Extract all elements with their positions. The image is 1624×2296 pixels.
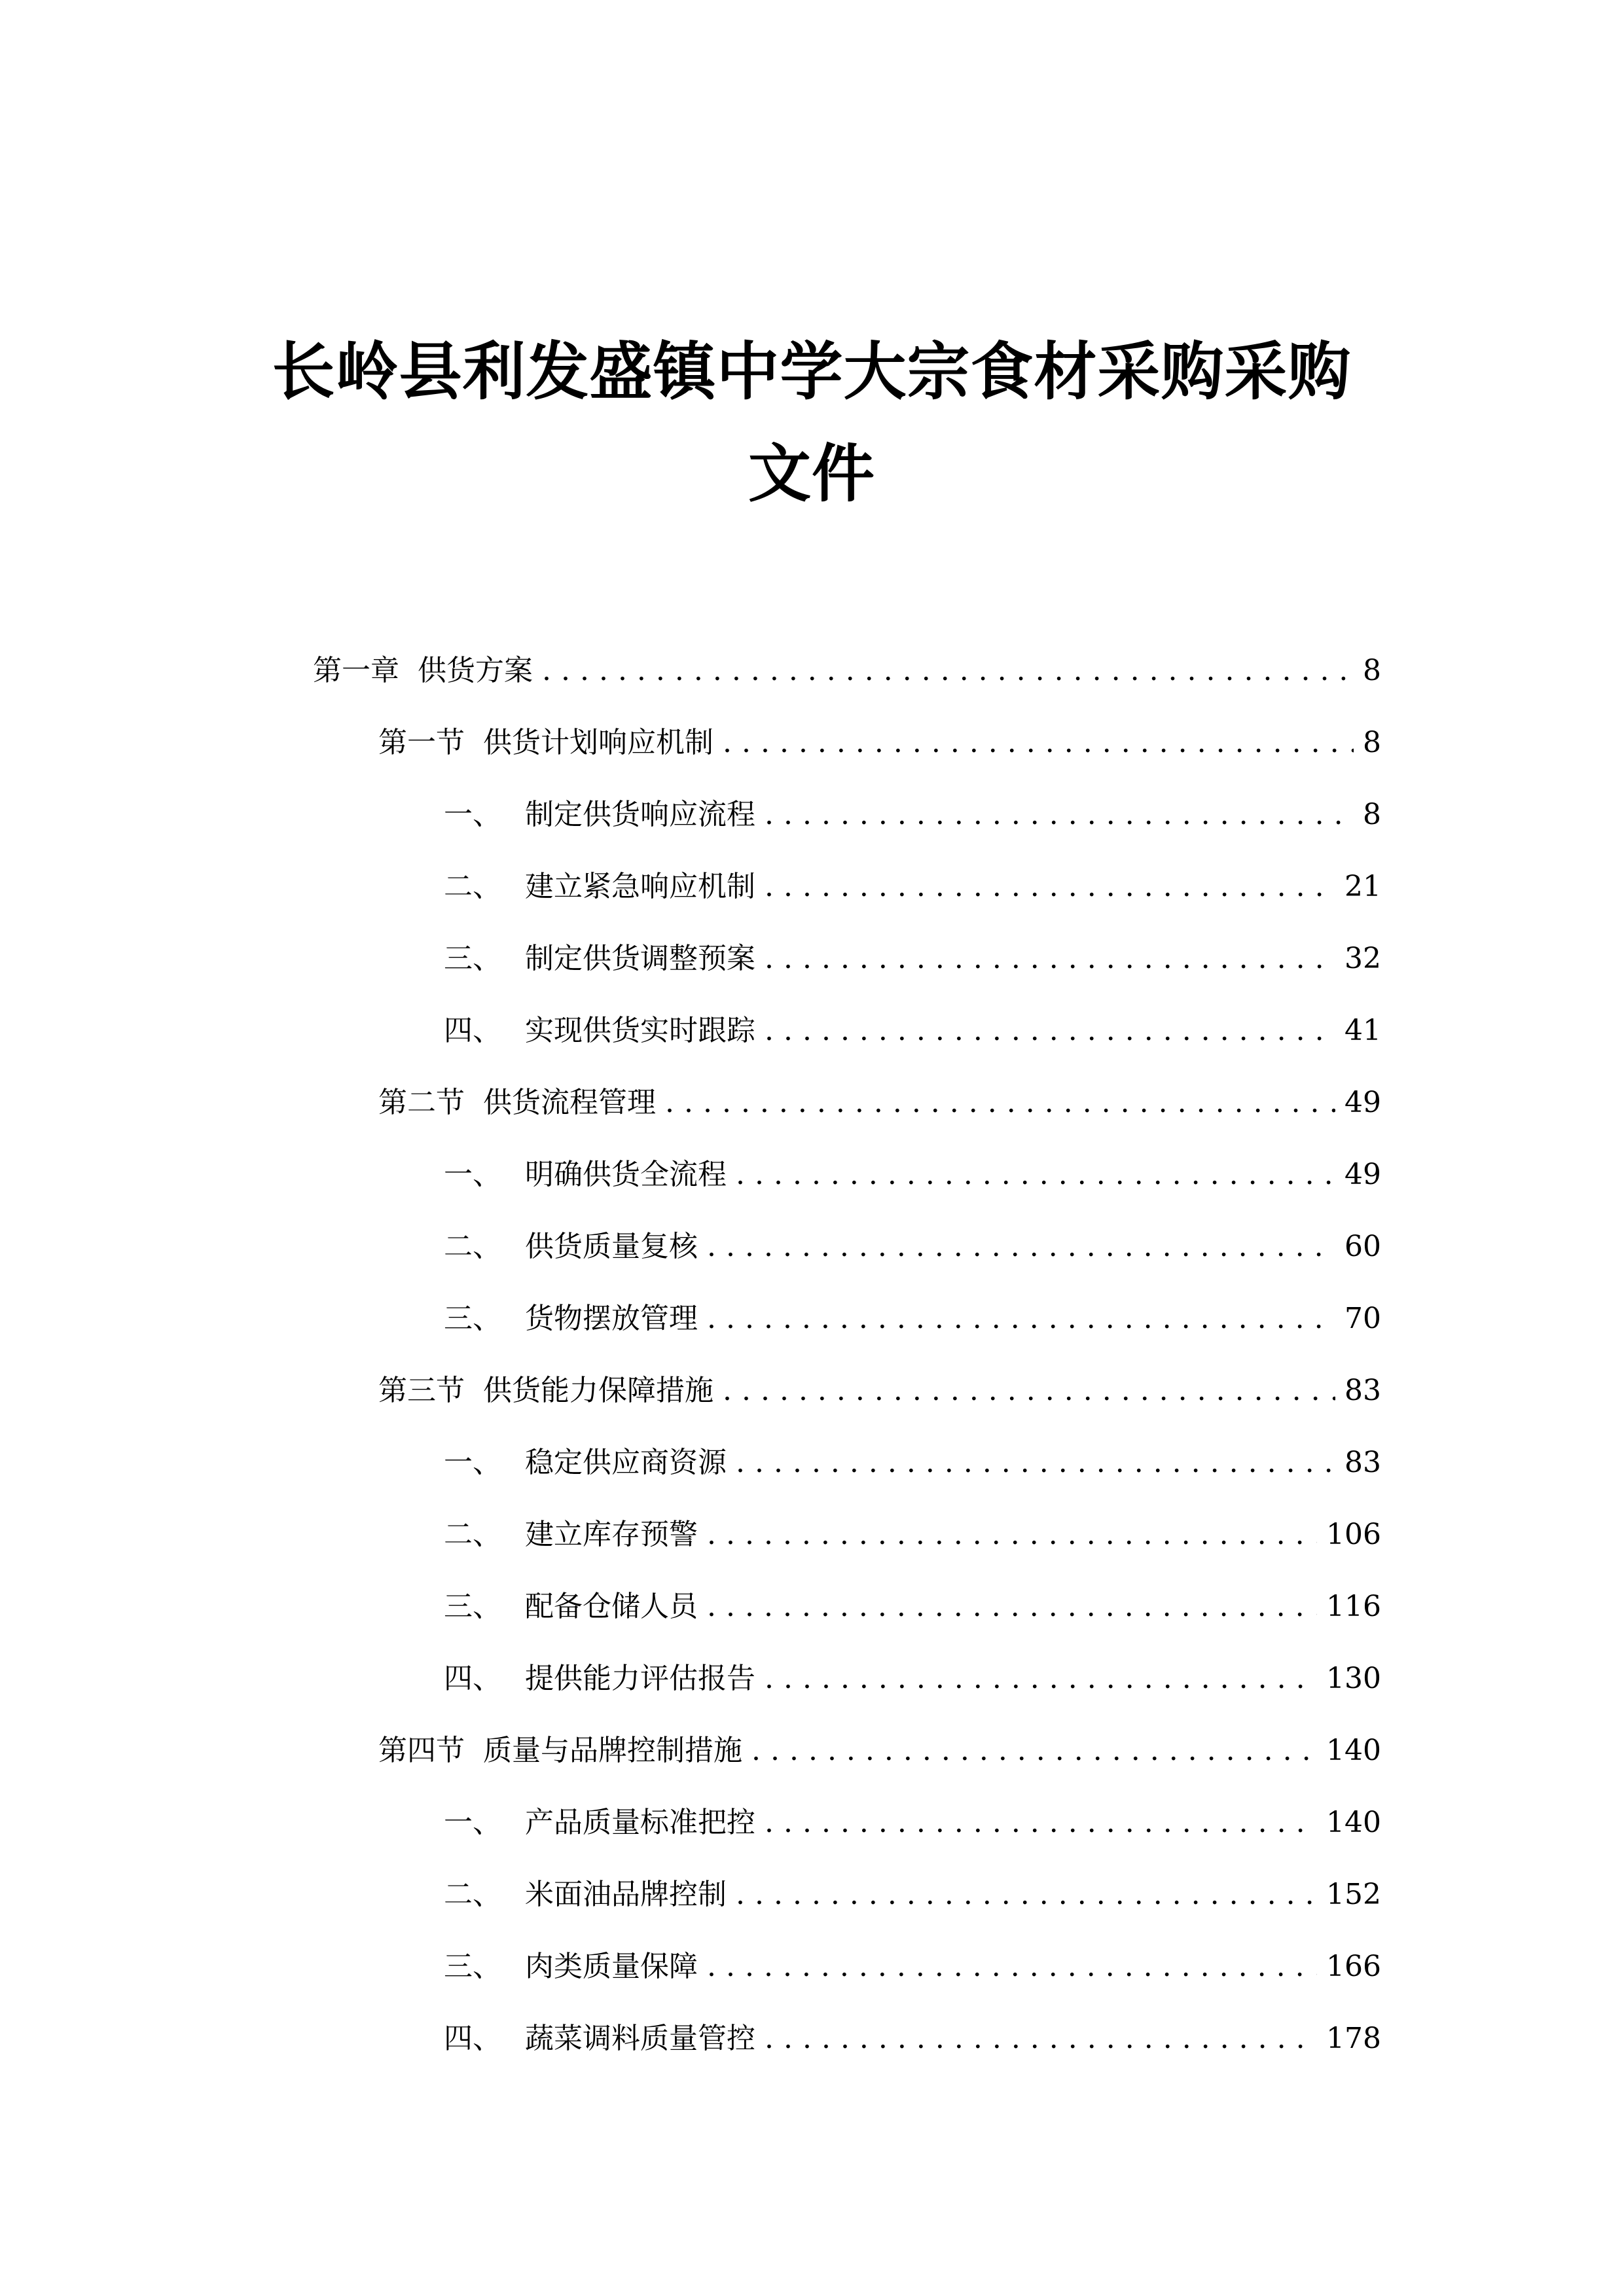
toc-entry-number: 第一节 [378,726,465,759]
dot-leader [723,717,1354,769]
toc-entry-label: 米面油品牌控制 [525,1878,727,1911]
table-of-contents [0,645,1624,2085]
toc-entry-page: 140 [1326,1734,1381,1767]
toc-entry-item[interactable] [444,1437,1381,1489]
toc-entry-number: 第一章 [313,654,399,687]
dot-leader [707,1293,1335,1345]
toc-entry-item[interactable] [444,1653,1381,1705]
toc-entry-label: 建立库存预警 [525,1518,698,1551]
dot-leader [751,1725,1317,1777]
toc-entry-item[interactable] [444,1797,1381,1849]
toc-entry-item[interactable] [444,1509,1381,1561]
toc-entry-item[interactable] [444,2013,1381,2065]
toc-entry-number: 四、 [444,1662,501,1695]
toc-entry-page: 41 [1344,1014,1381,1047]
toc-entry-page: 178 [1326,2022,1381,2055]
toc-entry-number: 一、 [444,1806,501,1839]
toc-entry-number: 一、 [444,798,501,831]
toc-entry-item[interactable] [444,1221,1381,1273]
dot-leader [736,1869,1317,1921]
toc-entry-label: 肉类质量保障 [525,1950,698,1983]
toc-entry-number: 第四节 [378,1734,465,1767]
toc-entry-label: 货物摆放管理 [525,1302,698,1335]
dot-leader [765,933,1335,985]
toc-entry-number: 第三节 [378,1374,465,1407]
toc-entry-number: 二、 [444,1230,501,1263]
toc-entry-page: 8 [1363,798,1381,831]
toc-entry-item[interactable] [444,1149,1381,1201]
toc-entry-label: 供货能力保障措施 [483,1374,713,1407]
toc-entry-page: 140 [1326,1806,1381,1839]
toc-entry-number: 一、 [444,1158,501,1191]
toc-entry-label: 供货流程管理 [483,1086,656,1119]
toc-entry-page: 49 [1344,1086,1381,1119]
toc-entry-label: 提供能力评估报告 [525,1662,755,1695]
toc-entry-label: 供货计划响应机制 [483,726,713,759]
toc-entry-label: 稳定供应商资源 [525,1446,727,1479]
toc-entry-label: 明确供货全流程 [525,1158,727,1191]
dot-leader [665,1077,1335,1129]
dot-leader [707,1509,1317,1561]
toc-entry-number: 三、 [444,1590,501,1623]
toc-entry-number: 一、 [444,1446,501,1479]
dot-leader [765,2013,1317,2065]
toc-entry-page: 21 [1344,870,1381,903]
toc-entry-page: 106 [1326,1518,1381,1551]
dot-leader [765,1005,1335,1057]
toc-entry-number: 三、 [444,1950,501,1983]
toc-entry-page: 116 [1326,1590,1381,1623]
toc-entry-page: 83 [1344,1446,1381,1479]
toc-entry-page: 49 [1344,1158,1381,1191]
toc-entry-section-4[interactable] [378,1725,1381,1777]
dot-leader [765,1797,1317,1849]
dot-leader [707,1581,1317,1633]
toc-entry-chapter-1[interactable] [313,645,1381,697]
toc-entry-number: 二、 [444,870,501,903]
dot-leader [736,1149,1335,1201]
toc-entry-number: 二、 [444,1878,501,1911]
toc-entry-number: 四、 [444,2022,501,2055]
toc-entry-item[interactable] [444,1005,1381,1057]
toc-entry-label: 产品质量标准把控 [525,1806,755,1839]
toc-entry-section-1[interactable] [378,717,1381,769]
toc-entry-item[interactable] [444,1581,1381,1633]
dot-leader [765,1653,1317,1705]
dot-leader [736,1437,1335,1489]
toc-entry-item[interactable] [444,1293,1381,1345]
document-title: 长岭县利发盛镇中学大宗食材采购采购文件 [272,335,1352,511]
toc-entry-page: 70 [1344,1302,1381,1335]
dot-leader [765,861,1335,913]
toc-entry-page: 60 [1344,1230,1381,1263]
toc-entry-page: 32 [1344,942,1381,975]
toc-entry-label: 建立紧急响应机制 [525,870,755,903]
toc-entry-number: 第二节 [378,1086,465,1119]
toc-entry-page: 83 [1344,1374,1381,1407]
toc-entry-number: 四、 [444,1014,501,1047]
toc-entry-label: 供货方案 [418,654,533,687]
dot-leader [765,789,1354,841]
toc-entry-label: 实现供货实时跟踪 [525,1014,755,1047]
dot-leader [707,1221,1335,1273]
toc-entry-item[interactable] [444,789,1381,841]
dot-leader [542,645,1354,697]
toc-entry-label: 蔬菜调料质量管控 [525,2022,755,2055]
toc-entry-section-3[interactable] [378,1365,1381,1417]
toc-entry-label: 配备仓储人员 [525,1590,698,1623]
toc-entry-item[interactable] [444,861,1381,913]
toc-entry-item[interactable] [444,1869,1381,1921]
toc-entry-number: 三、 [444,1302,501,1335]
toc-entry-number: 二、 [444,1518,501,1551]
toc-entry-item[interactable] [444,933,1381,985]
toc-entry-section-2[interactable] [378,1077,1381,1129]
toc-entry-page: 152 [1326,1878,1381,1911]
toc-entry-page: 8 [1363,654,1381,687]
toc-entry-page: 130 [1326,1662,1381,1695]
toc-entry-number: 三、 [444,942,501,975]
toc-entry-label: 制定供货调整预案 [525,942,755,975]
toc-entry-page: 166 [1326,1950,1381,1983]
toc-entry-page: 8 [1363,726,1381,759]
toc-entry-label: 制定供货响应流程 [525,798,755,831]
toc-entry-label: 质量与品牌控制措施 [483,1734,742,1767]
toc-entry-label: 供货质量复核 [525,1230,698,1263]
dot-leader [707,1941,1317,1993]
dot-leader [723,1365,1335,1417]
toc-entry-item[interactable] [444,1941,1381,1993]
